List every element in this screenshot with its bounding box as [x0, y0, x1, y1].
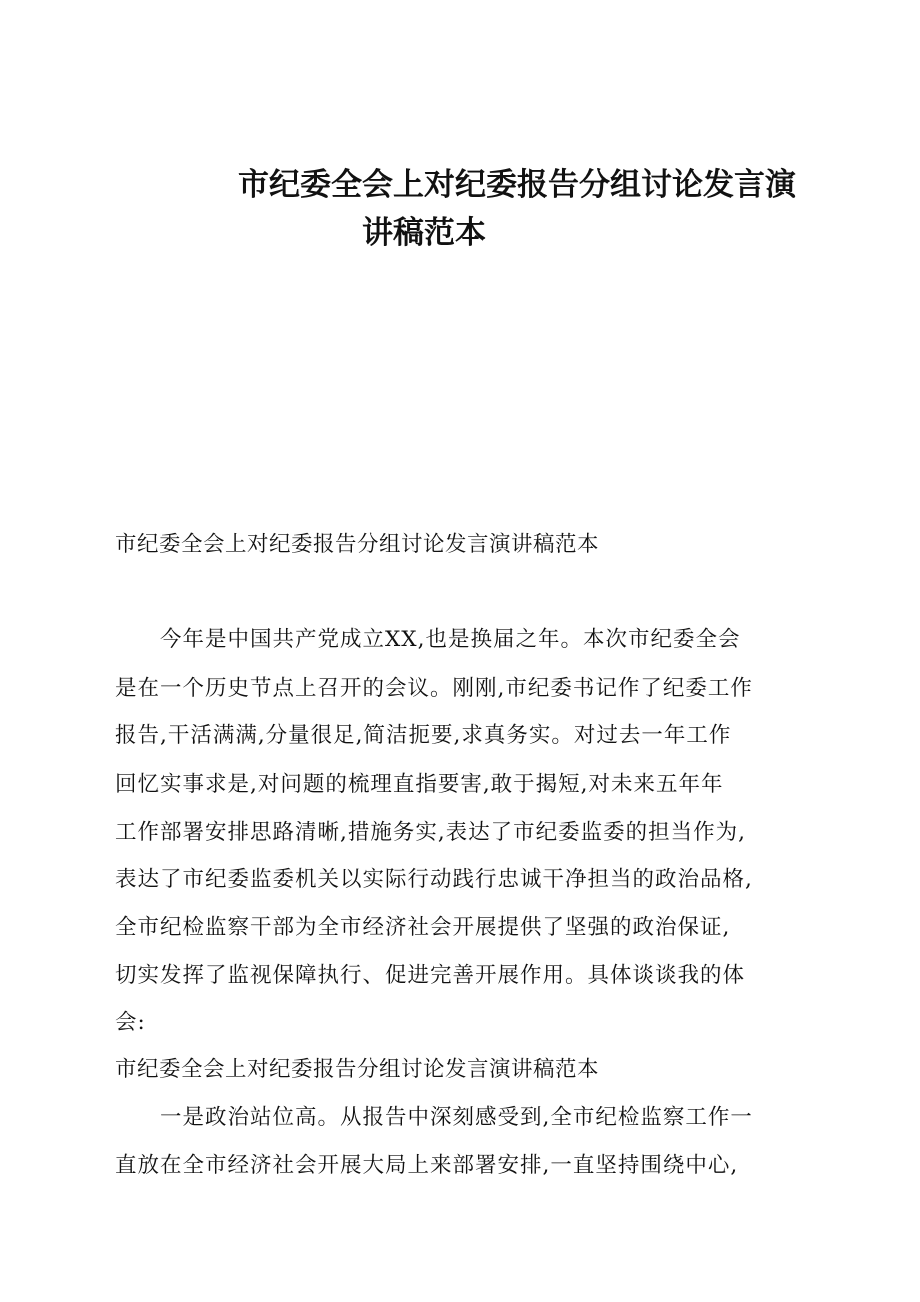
paragraph-line: 是在一个历史节点上召开的会议。刚刚,市纪委书记作了纪委工作	[115, 676, 753, 701]
paragraph-line: 全市纪检监察干部为全市经济社会开展提供了坚强的政治保证,	[115, 915, 731, 940]
paragraph-line: 表达了市纪委监委机关以实际行动践行忠诚干净担当的政治品格,	[115, 867, 753, 892]
paragraph-line: 今年是中国共产党成立XX,也是换届之年。本次市纪委全会	[115, 627, 741, 652]
paragraph-line: 工作部署安排思路清晰,措施务实,表达了市纪委监委的担当作为,	[115, 820, 747, 845]
paragraph-line: 会:	[115, 1010, 146, 1035]
paragraph-line: 一是政治站位高。从报告中深刻感受到,全市纪检监察工作一	[115, 1105, 753, 1130]
paragraph-line: 切实发挥了监视保障执行、促进完善开展作用。具体谈谈我的体	[115, 963, 746, 988]
paragraph-line: 报告,干活满满,分量很足,简洁扼要,求真务实。对过去一年工作	[115, 723, 732, 748]
document-title-line-1: 市纪委全会上对纪委报告分组讨论发言演	[238, 167, 796, 203]
paragraph-line: 回忆实事求是,对问题的梳理直指要害,敢于揭短,对未来五年年	[115, 772, 724, 797]
repeated-title: 市纪委全会上对纪委报告分组讨论发言演讲稿范本	[115, 1057, 600, 1082]
paragraph-line: 直放在全市经济社会开展大局上来部署安排,一直坚持围绕中心,	[115, 1153, 739, 1178]
repeated-title: 市纪委全会上对纪委报告分组讨论发言演讲稿范本	[115, 532, 600, 557]
document-title-line-2: 讲稿范本	[362, 215, 486, 251]
